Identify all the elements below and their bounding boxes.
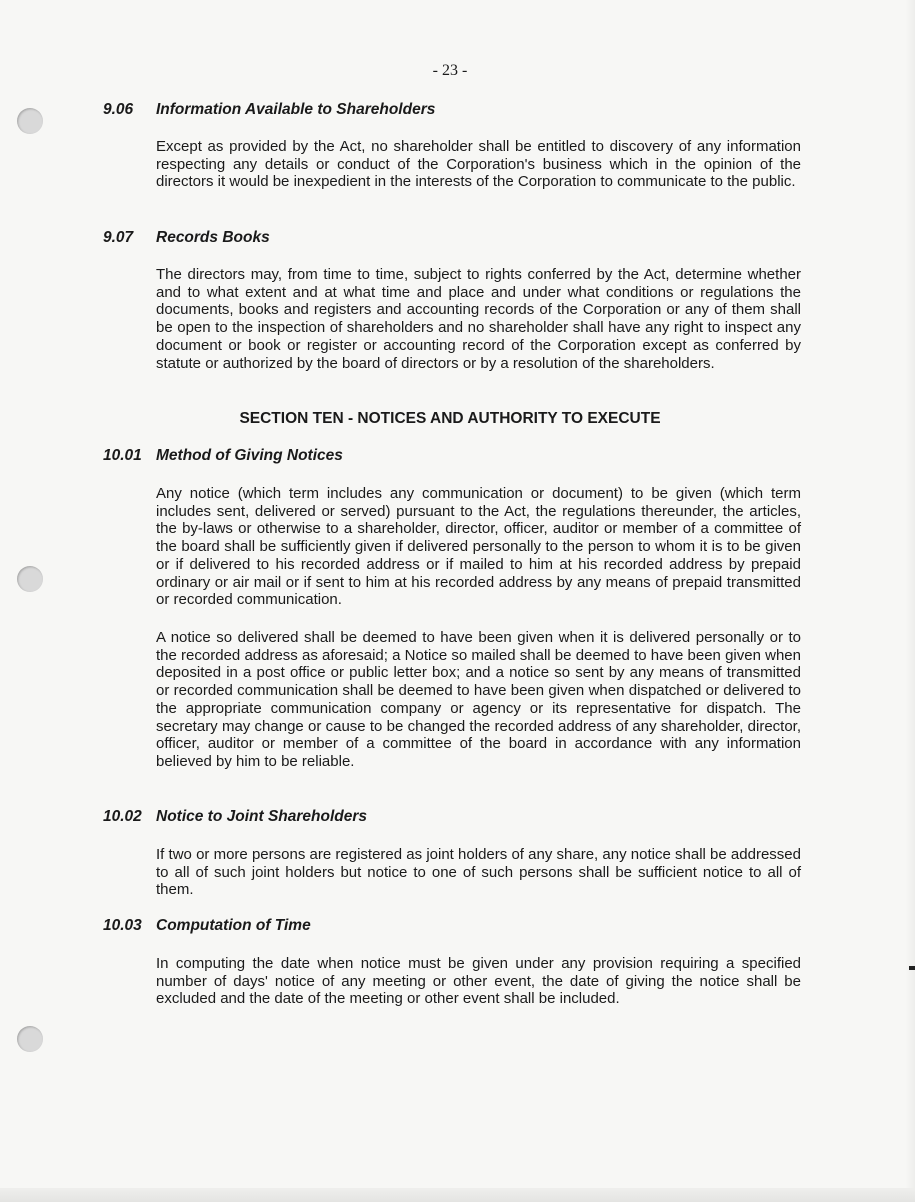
- section-heading-10-01: [103, 447, 343, 465]
- section-number: 10.03: [103, 917, 142, 934]
- section-number: 9.06: [103, 101, 134, 118]
- section-number: 10.01: [103, 447, 142, 464]
- section-title: Information Available to Shareholders: [156, 101, 436, 118]
- paragraph: If two or more persons are registered as joint holders of any share, any notice shall be addressed to all of such joint holders but notice to one of such persons shall be sufficient notice to all of them.: [156, 846, 801, 899]
- binder-hole: [17, 1026, 43, 1052]
- section-title: Computation of Time: [156, 917, 311, 934]
- section-title: Notice to Joint Shareholders: [156, 808, 368, 825]
- section-title: Method of Giving Notices: [156, 447, 343, 464]
- section-heading-9-06: [103, 101, 435, 119]
- paragraph: Any notice (which term includes any communication or document) to be given (which term includes sent, delivered or served) pursuant to the Act, the regulations thereunder, the articles, the by-laws or otherwise to a shareholder, director, officer, auditor or member of a committee of the board shall be sufficiently given if delivered personally to the person to whom it is to be given or if delivered to his recorded address or if mailed to him at his recorded address by prepaid ordinary or air mail or if sent to him at his recorded address by any means of prepaid transmitted or recorded communication.: [156, 485, 801, 609]
- section-number: 10.02: [103, 808, 142, 825]
- section-number: 9.07: [103, 229, 134, 246]
- paragraph: Except as provided by the Act, no shareholder shall be entitled to discovery of any information respecting any details or conduct of the Corporation's business which in the opinion of the directors it would be inexpedient in the interests of the Corporation to communicate to the public.: [156, 138, 801, 191]
- paragraph: A notice so delivered shall be deemed to have been given when it is delivered personally or to the recorded address as aforesaid; a Notice so mailed shall be deemed to have been given when deposited in a post office or public letter box; and a notice so sent by any means of transmitted or recorded communication shall be deemed to have been given when dispatched or delivered to the appropriate communication company or agency or its representative for dispatch. The secretary may change or cause to be changed the recorded address of any shareholder, director, officer, auditor or member of a committee of the board in accordance with any information believed by him to be reliable.: [156, 629, 801, 770]
- binder-hole: [17, 566, 43, 592]
- section-heading-10-02: [103, 808, 367, 826]
- paragraph: The directors may, from time to time, subject to rights conferred by the Act, determine whether and to what extent and at what time and place and under what conditions or regulations the documents, books and registers and accounting records of the Corporation or any of them shall be open to the inspection of shareholders and no shareholder shall have any right to inspect any document or book or register or accounting record of the Corporation except as conferred by statute or authorized by the board of directors or by a resolution of the shareholders.: [156, 266, 801, 372]
- section-heading-10-03: [103, 917, 311, 935]
- binder-hole: [17, 108, 43, 134]
- paragraph: In computing the date when notice must be given under any provision requiring a specified number of days' notice of any meeting or other event, the date of giving the notice shall be excluded and the date of the meeting or other event shall be included.: [156, 955, 801, 1008]
- page-number: - 23 -: [432, 62, 468, 79]
- section-title: Records Books: [156, 229, 270, 246]
- section-heading-9-07: [103, 229, 270, 247]
- section-ten-title: SECTION TEN - NOTICES AND AUTHORITY TO EXECUTE: [239, 410, 661, 427]
- scan-shadow: [905, 0, 915, 1202]
- scan-bottom-edge: [0, 1188, 915, 1202]
